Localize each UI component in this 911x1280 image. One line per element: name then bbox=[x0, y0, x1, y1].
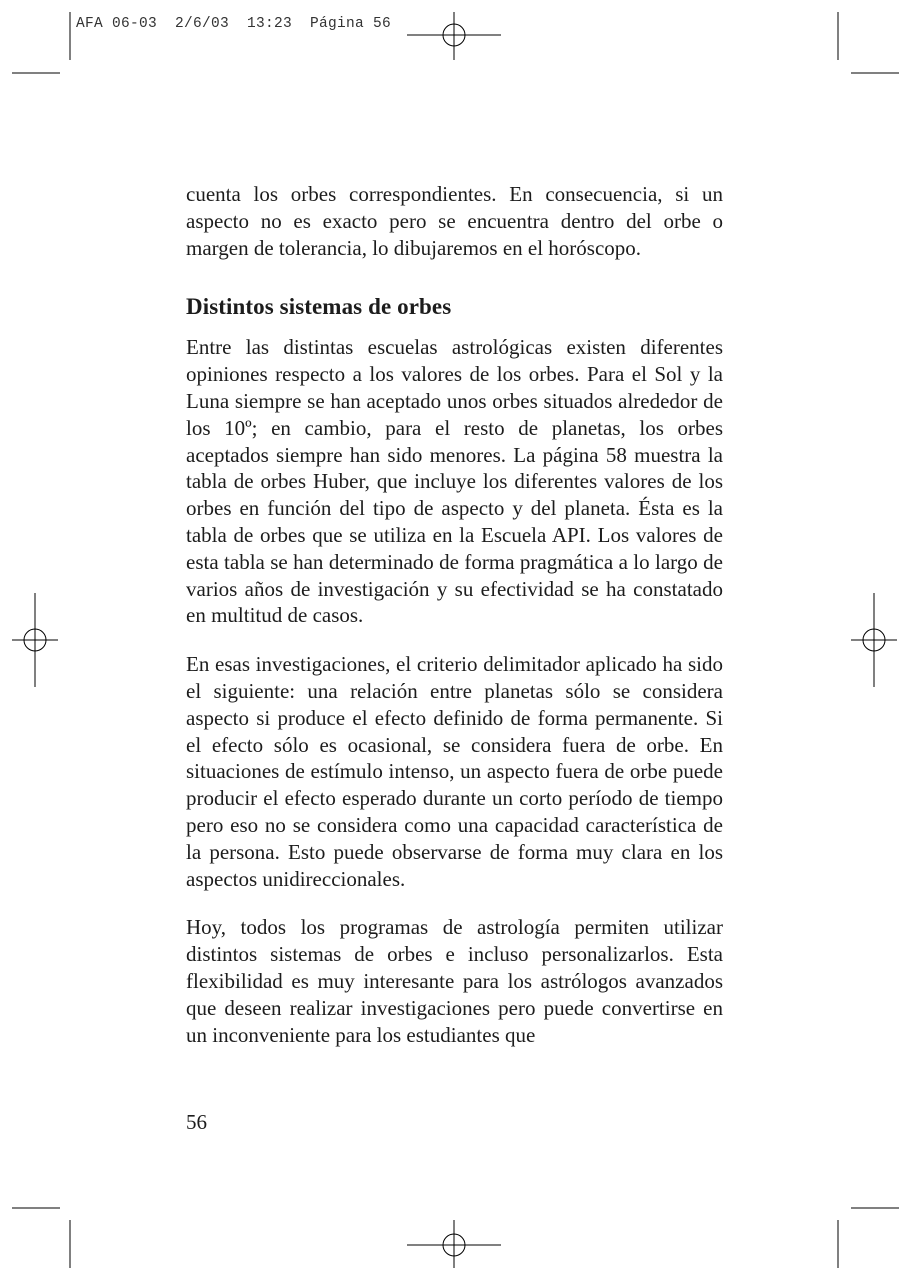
body-text bbox=[186, 181, 723, 1048]
registration-mark-top bbox=[407, 12, 501, 60]
registration-mark-right bbox=[851, 593, 897, 687]
registration-mark-left bbox=[12, 593, 58, 687]
paragraph-intro: cuenta los orbes correspondientes. En consecuencia, si un aspecto no es exacto pero se encuentra dentro del orbe o margen de tolerancia, lo dibujaremos en el horóscopo. bbox=[186, 182, 723, 260]
paragraph-programs: Hoy, todos los programas de astrología permiten utilizar distintos sistemas de orbes e incluso personalizarlos. Esta flexibilidad es muy interesante para los astrólogos avanzados que deseen realizar investigaciones pero puede convertirse en un inconveniente para los estudiantes que bbox=[186, 915, 723, 1047]
section-heading: Distintos sistemas de orbes bbox=[186, 294, 452, 320]
paragraph-criteria: En esas investigaciones, el criterio delimitador aplicado ha sido el siguiente: una relación entre planetas sólo se considera aspecto si produce el efecto definido de forma permanente. Si el efecto sólo es ocasional, se considera fuera de orbe. En situaciones de estímulo intenso, un aspecto fuera de orbe puede producir el efecto esperado durante un corto período de tiempo pero eso no se considera como una capacidad característica de la persona. Esto puede observarse de forma muy clara en los aspectos unidireccionales. bbox=[186, 652, 723, 891]
registration-mark-bottom bbox=[407, 1220, 501, 1268]
page-number: 56 bbox=[186, 1110, 207, 1134]
print-slug: AFA 06-03 2/6/03 13:23 Página 56 bbox=[76, 16, 392, 32]
paragraph-systems: Entre las distintas escuelas astrológicas existen diferentes opiniones respecto a los valores de los orbes. Para el Sol y la Luna siempre se han aceptado unos orbes situados alrededor de los 10º; en cambio, para el resto de planetas, los orbes aceptados siempre han sido menores. La página 58 muestra la tabla de orbes Huber, que incluye los diferentes valores de los orbes en función del tipo de aspecto y del planeta. Ésta es la tabla de orbes que se utiliza en la Escuela API. Los valores de esta tabla se han determinado de forma pragmática a lo largo de varios años de investigación y su efectividad se ha constatado en multitud de casos. bbox=[186, 335, 723, 628]
